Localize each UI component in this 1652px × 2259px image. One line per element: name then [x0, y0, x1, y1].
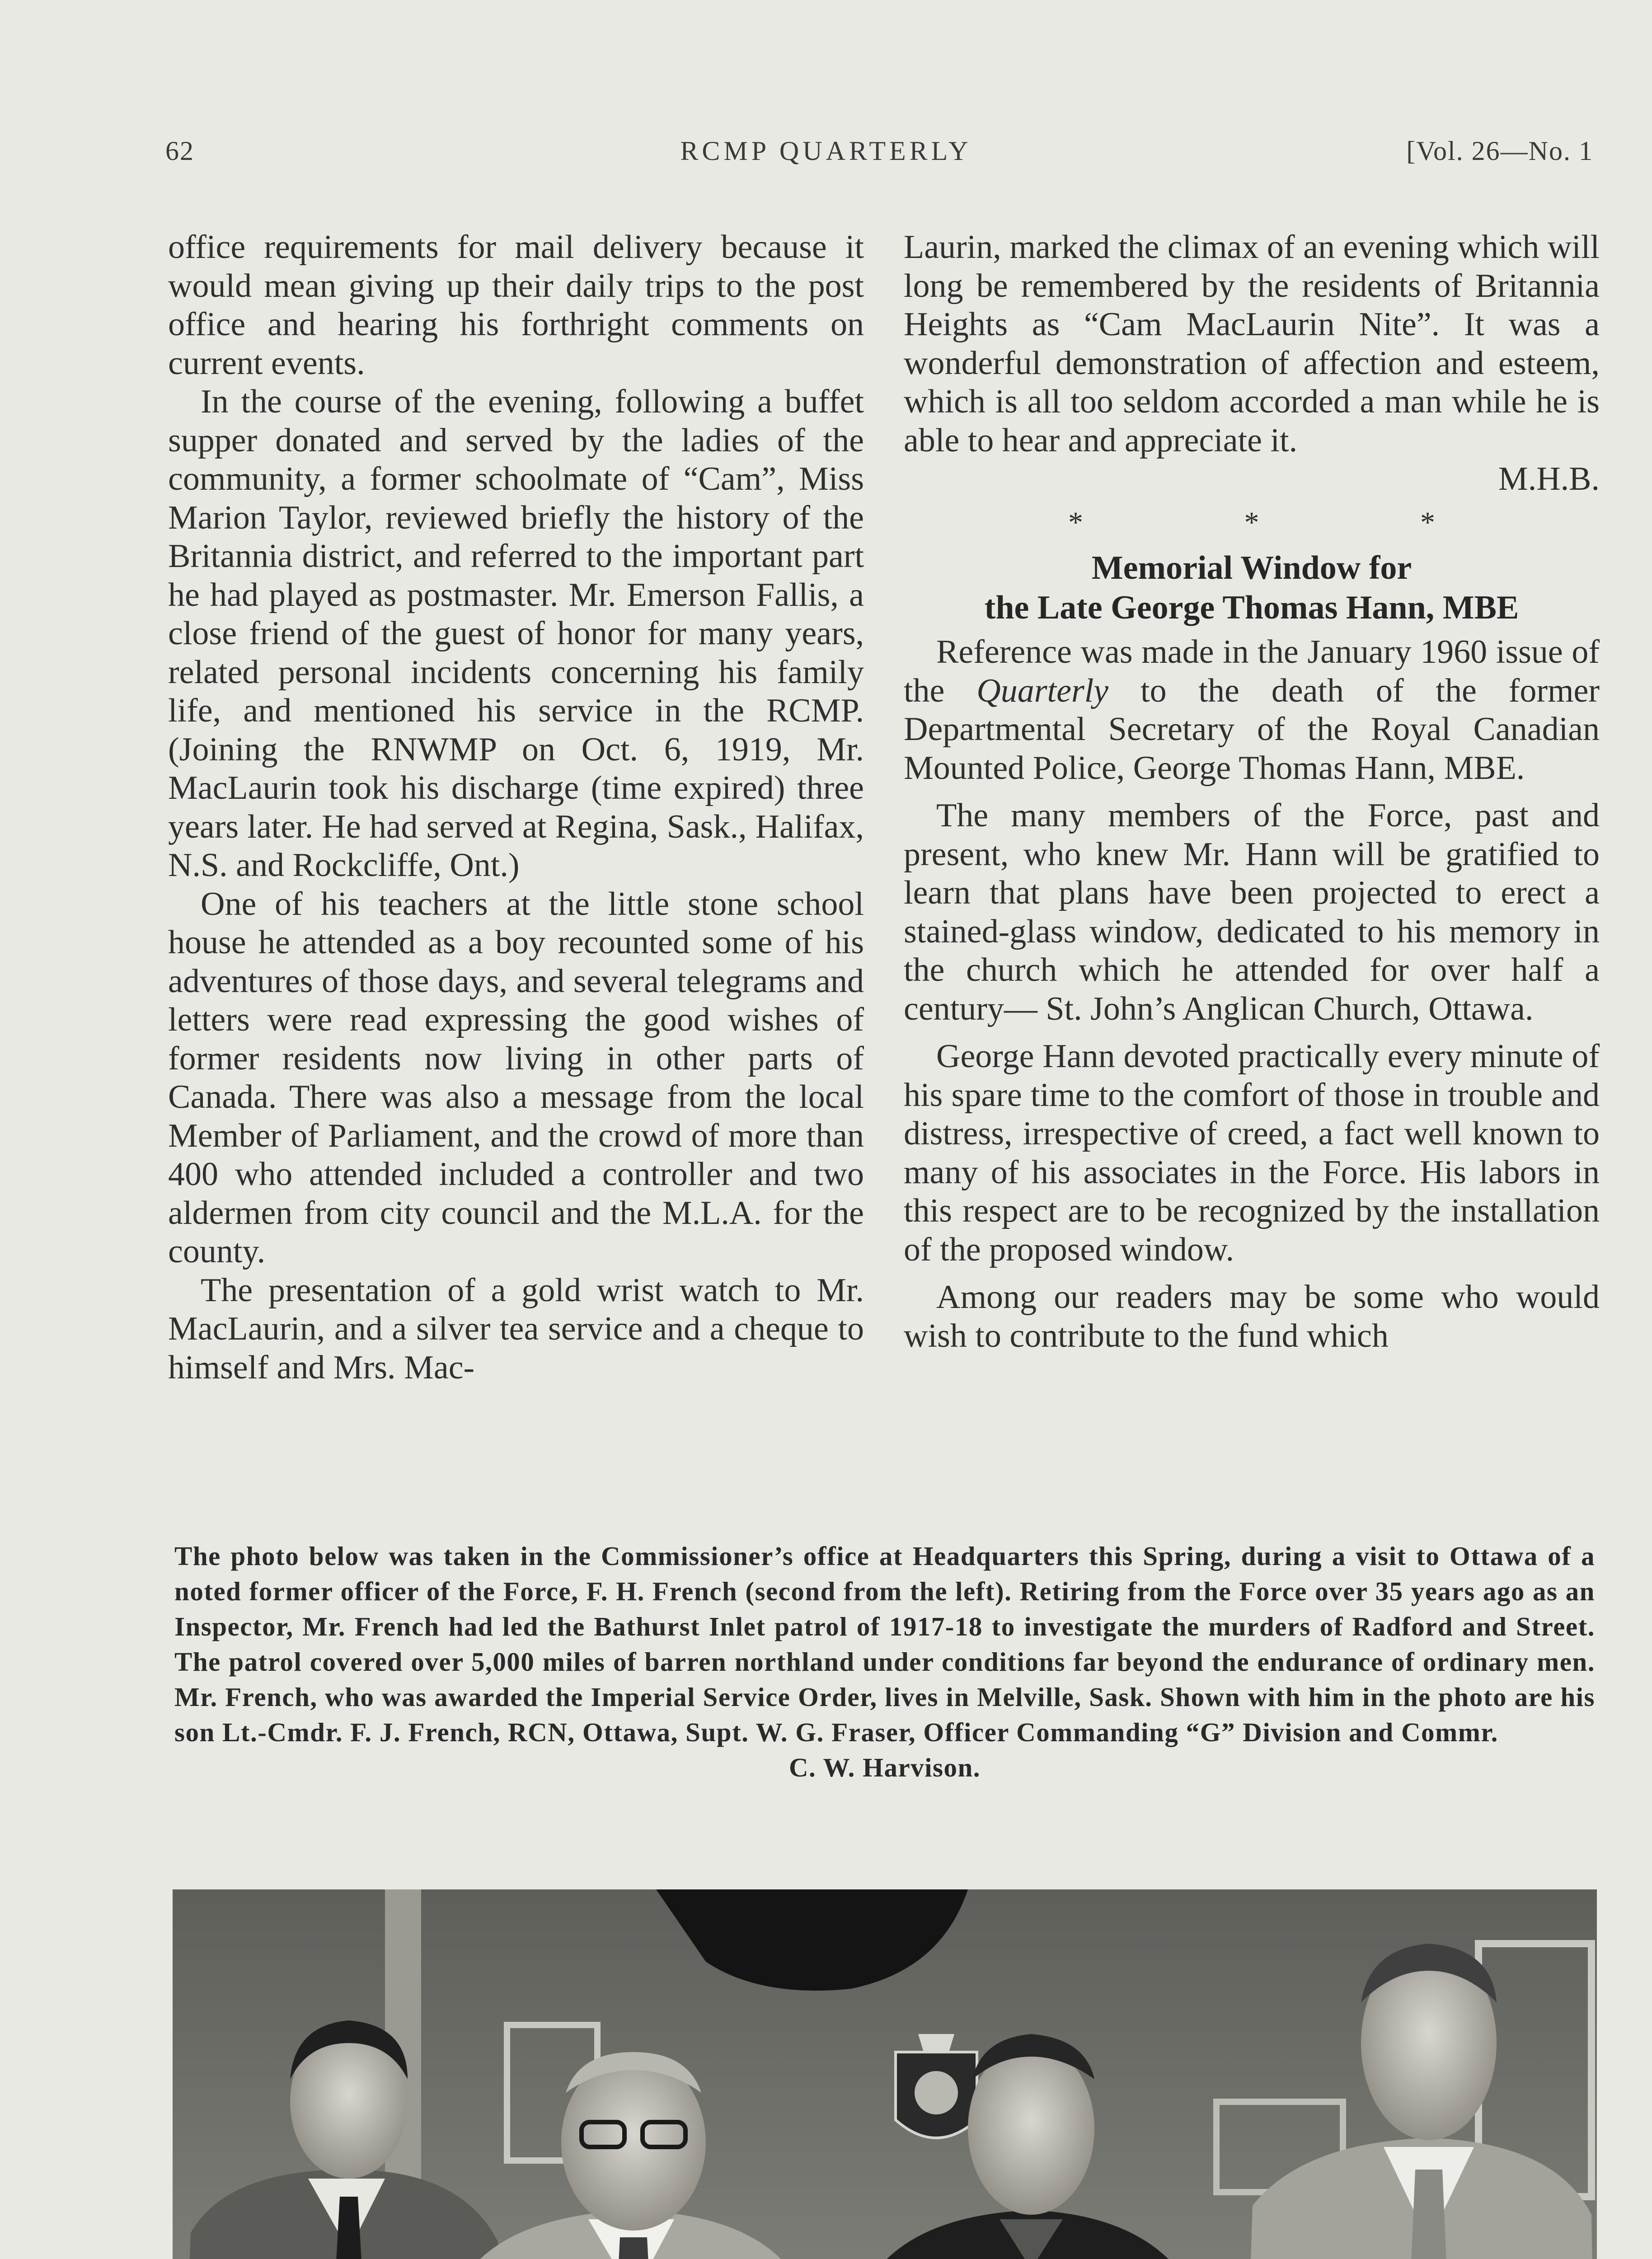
- group-photo: [173, 1889, 1597, 2259]
- article-title-line-2: the Late George Thomas Hann, MBE: [984, 589, 1519, 626]
- author-signature: M.H.B.: [1498, 460, 1600, 497]
- right-column: [904, 228, 1600, 1355]
- caption-text: The photo below was taken in the Commissioner’s office at Headquarters this Spring, during a visit to Ottawa of a noted former officer of the Force, F. H. French (second from the left). Retiring from the Force over 35 years ago as an Inspector, Mr. French had led the Bathurst Inlet patrol of 1917-18 to investigate the murders of Radford and Street. The patrol covered over 5,000 miles of barren northland under conditions far beyond the endurance of ordinary men. Mr. French, who was awarded the Imperial Service Order, lives in Melville, Sask. Shown with him in the photo are his son Lt.-Cmdr. F. J. French, RCN, Ottawa, Supt. W. G. Fraser, Officer Commanding “G” Division and Commr.: [174, 1541, 1595, 1747]
- volume-label: [Vol. 26—No. 1: [1406, 136, 1593, 166]
- right-paragraph-3: The many members of the Force, past and present, who knew Mr. Hann will be gratified to learn that plans have been projected to erect a stained-glass window, dedicated to his memory in the church which he attended for over half a century— St. John’s Anglican Church, Ottawa.: [904, 797, 1600, 1027]
- p2-text-after: to the death of the former Departmental Secretary of the Royal Canadian Mounted Police, George Thomas Hann, MBE.: [904, 672, 1600, 787]
- quarterly-italic: Quarterly: [976, 672, 1109, 709]
- article-title-line-1: Memorial Window for: [1091, 549, 1412, 586]
- section-separator: * * *: [1068, 506, 1512, 539]
- article-title: [904, 548, 1600, 628]
- right-paragraph-5: Among our readers may be some who would wish to contribute to the fund which: [904, 1279, 1600, 1354]
- left-paragraph-1: office requirements for mail delivery because it would mean giving up their daily trips to the post office and hearing his forthright comments on current events.: [168, 229, 864, 382]
- right-paragraph-1: Laurin, marked the climax of an evening which will long be remembered by the residents of Britannia Heights as “Cam MacLaurin Nite”. It was a wonderful demonstration of affection and esteem, which is all too seldom accorded a man while he is able to hear and appreciate it.: [904, 229, 1600, 459]
- left-column: [168, 228, 864, 1387]
- group-photo-illustration: [173, 1889, 1597, 2259]
- photo-caption: [174, 1538, 1595, 1785]
- p2-text-before: Reference was made in the January 1960 issue of the: [904, 633, 1600, 709]
- journal-title: RCMP QUARTERLY: [680, 136, 972, 166]
- left-paragraph-3: One of his teachers at the little stone school house he attended as a boy recounted some of his adventures of those days, and several telegrams and letters were read expressing the good wishes of former residents now living in other parts of Canada. There was also a message from the local Member of Parliament, and the crowd of more than 400 who attended included a controller and two aldermen from city council and the M.L.A. for the county.: [168, 885, 864, 1270]
- right-paragraph-2: [904, 633, 1600, 787]
- caption-last-line: C. W. Harvison.: [788, 1753, 981, 1782]
- left-paragraph-2: In the course of the evening, following a buffet supper donated and served by the ladies of the community, a former schoolmate of “Cam”, Miss Marion Taylor, reviewed briefly the history of the Britannia district, and referred to the important part he had played as postmaster. Mr. Emerson Fallis, a close friend of the guest of honor for many years, related personal incidents concerning his family life, and mentioned his service in the RCMP. (Joining the RNWMP on Oct. 6, 1919, Mr. MacLaurin took his discharge (time expired) three years later. He had served at Regina, Sask., Halifax, N.S. and Rockcliffe, Ont.): [168, 383, 864, 884]
- right-paragraph-4: George Hann devoted practically every minute of his spare time to the comfort of those in trouble and distress, irrespective of creed, a fact well known to many of his associates in the Force. His labors in this respect are to be recognized by the installation of the proposed window.: [904, 1038, 1600, 1268]
- page-number: 62: [165, 136, 194, 166]
- left-paragraph-4: The presentation of a gold wrist watch to Mr. MacLaurin, and a silver tea service and a cheque to himself and Mrs. Mac-: [168, 1271, 864, 1386]
